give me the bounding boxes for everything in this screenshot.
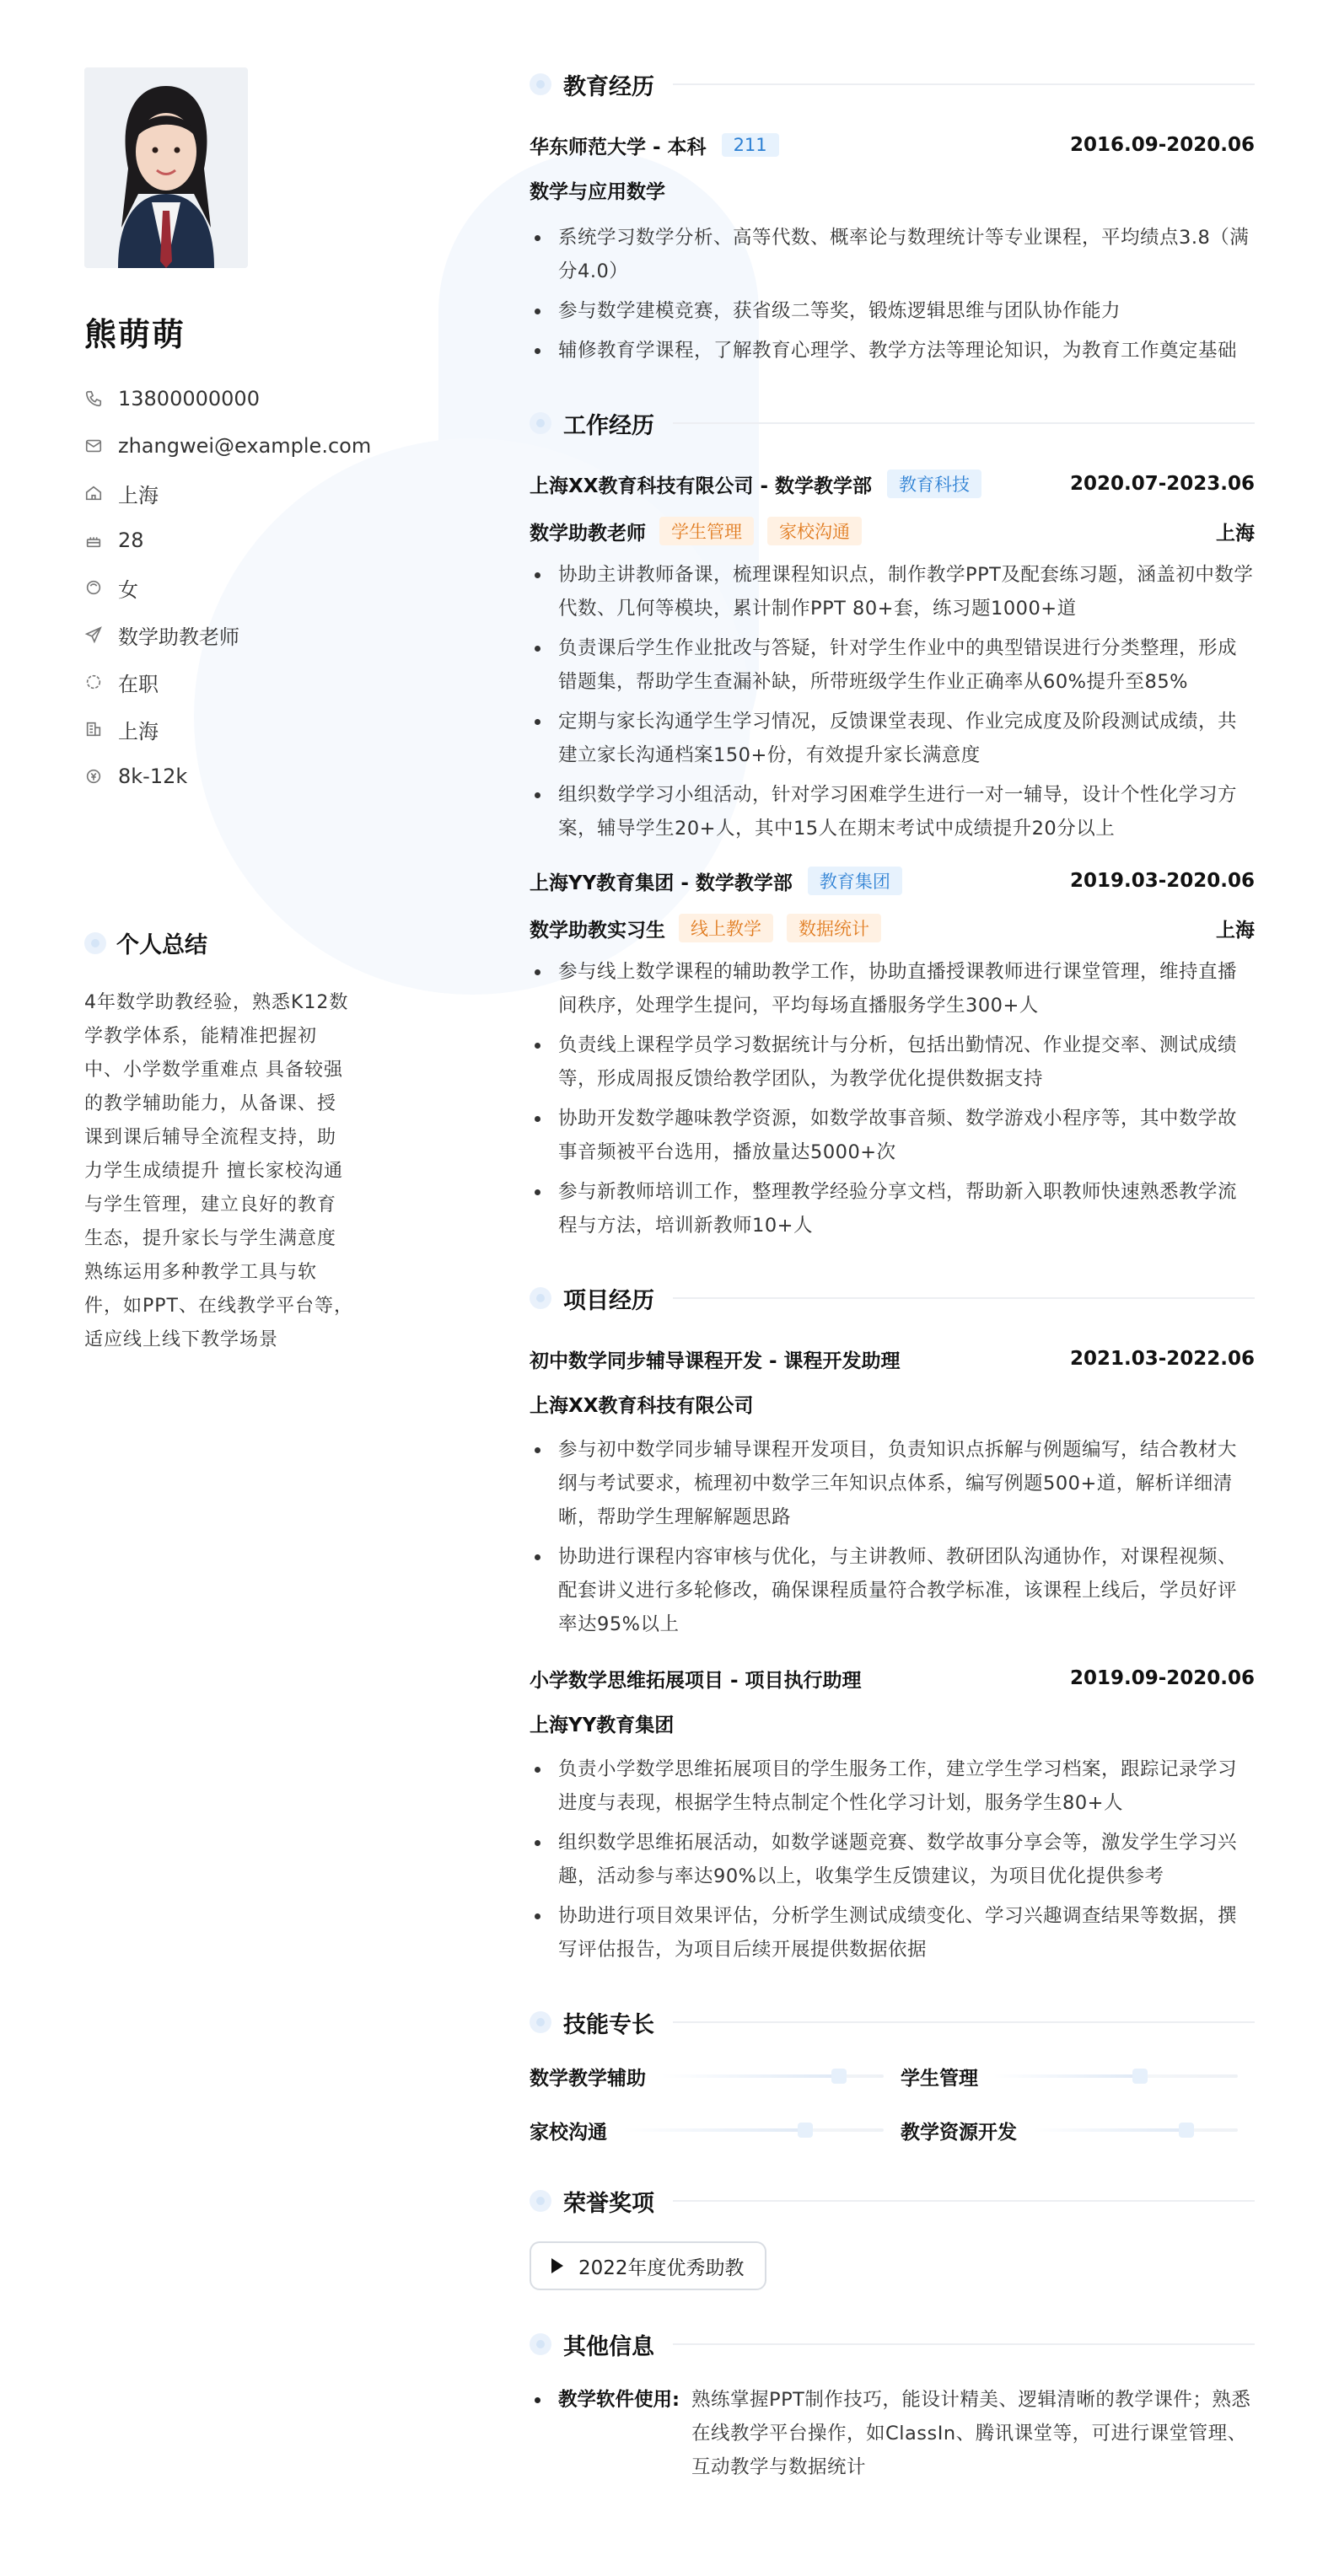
info-location: 上海 [84, 470, 363, 517]
project-name: 初中数学同步辅导课程开发 - 课程开发助理 [530, 1350, 901, 1372]
cake-icon [84, 531, 103, 550]
list-item: 参与新教师培训工作，整理教学经验分享文档，帮助新入职教师快速熟悉教学流程与方法，培训新教师10+人 [530, 1175, 1255, 1242]
skill-level-bar [661, 2074, 884, 2078]
list-item: 协助进行课程内容审核与优化，与主讲教师、教研团队沟通协作，对课程视频、配套讲义进行多轮修改，确保课程质量符合教学标准，该课程上线后，学员好评率达95%以上 [530, 1540, 1255, 1641]
section-dot-icon [530, 73, 551, 95]
section-divider [673, 1297, 1255, 1299]
candidate-name: 熊萌萌 [84, 316, 186, 353]
job-date: 2020.07-2023.06 [1069, 473, 1255, 495]
skill-name: 学生管理 [901, 2067, 978, 2090]
project-bullets [530, 1752, 1255, 1967]
project-org: 上海YY教育集团 [530, 1715, 675, 1736]
other-section [530, 2327, 1255, 2484]
summary-title: 个人总结 [116, 932, 207, 958]
mail-icon [84, 437, 103, 455]
industry-tag: 教育科技 [887, 470, 981, 498]
section-title: 其他信息 [563, 2333, 654, 2360]
section-divider [673, 2200, 1255, 2202]
school-name: 华东师范大学 - 本科 [530, 136, 707, 158]
salary-icon [84, 767, 103, 786]
info-email: zhangwei@example.com [84, 422, 363, 470]
send-icon [84, 625, 103, 644]
skills-grid [530, 2059, 1255, 2147]
info-status: 在职 [84, 658, 363, 706]
building-icon [84, 720, 103, 738]
projects-section [530, 1281, 1255, 1967]
project-name: 小学数学思维拓展项目 - 项目执行助理 [530, 1669, 862, 1692]
school-tag: 211 [722, 133, 779, 157]
section-dot-icon [530, 2333, 551, 2355]
status-icon [84, 673, 103, 691]
list-item: 负责小学数学思维拓展项目的学生服务工作，建立学生学习档案，跟踪记录学习进度与表现，根据学生特点制定个性化学习计划，服务学生80+人 [530, 1752, 1255, 1820]
list-item: 负责课后学生作业批改与答疑，针对学生作业中的典型错误进行分类整理，形成错题集，帮助学生查漏补缺，所带班级学生作业正确率从60%提升至85% [530, 631, 1255, 699]
project-org: 上海XX教育科技有限公司 [530, 1395, 754, 1417]
section-title: 荣誉奖项 [563, 2190, 654, 2217]
skill-name: 教学资源开发 [901, 2121, 1017, 2144]
list-item: 定期与家长沟通学生学习情况，反馈课堂表现、作业完成度及阶段测试成绩，共建立家长沟通档案150+份，有效提升家长满意度 [530, 705, 1255, 772]
section-title: 教育经历 [563, 73, 654, 100]
section-divider [673, 422, 1255, 424]
company-name: 上海YY教育集团 - 数学教学部 [530, 872, 793, 894]
list-item: 辅修教育学课程，了解教育心理学、教学方法等理论知识，为教育工作奠定基础 [530, 334, 1255, 368]
job-city: 上海 [1216, 919, 1255, 942]
job-bullets [530, 558, 1255, 845]
education-date: 2016.09-2020.06 [1069, 134, 1255, 156]
gender-icon [84, 578, 103, 597]
list-item: 组织数学思维拓展活动，如数学谜题竞赛、数学故事分享会等，激发学生学习兴趣，活动参与率达90%以上，收集学生反馈建议，为项目优化提供参考 [530, 1826, 1255, 1893]
section-divider [673, 2343, 1255, 2345]
contact-info-list [84, 375, 372, 800]
skill-level-bar [1032, 2128, 1238, 2132]
job-city: 上海 [1216, 522, 1255, 545]
section-dot-icon [530, 2011, 551, 2033]
list-item: 协助进行项目效果评估，分析学生测试成绩变化、学习兴趣调查结果等数据，撰写评估报告，为项目后续开展提供数据依据 [530, 1899, 1255, 1967]
play-icon [551, 2258, 563, 2273]
list-item: 参与线上数学课程的辅助教学工作，协助直播授课教师进行课堂管理，维持直播间秩序，处理学生提问，平均每场直播服务学生300+人 [530, 955, 1255, 1022]
section-divider [673, 83, 1255, 85]
skill-tag: 数据统计 [787, 914, 881, 942]
skill-level-bar [622, 2128, 884, 2132]
section-dot-icon [530, 2190, 551, 2212]
list-item: 参与数学建模竞赛，获省级二等奖，锻炼逻辑思维与团队协作能力 [530, 294, 1255, 328]
section-title: 技能专长 [563, 2011, 654, 2038]
skill-item [530, 2059, 901, 2093]
skill-tag: 家校沟通 [767, 517, 862, 545]
job-bullets [530, 955, 1255, 1242]
job-entry [530, 864, 1255, 1242]
other-text: 熟练掌握PPT制作技巧，能设计精美、逻辑清晰的教学课件；熟悉在线教学平台操作，如ClassIn、腾讯课堂等，可进行课堂管理、互动教学与数据统计 [691, 2389, 1251, 2478]
skill-item [901, 2113, 1255, 2147]
skill-item [901, 2059, 1255, 2093]
job-position: 数学助教老师 [530, 522, 646, 545]
home-icon [84, 484, 103, 502]
other-item [530, 2383, 1255, 2484]
list-item: 协助开发数学趣味教学资源，如数学故事音频、数学游戏小程序等，其中数学故事音频被平台选用，播放量达5000+次 [530, 1102, 1255, 1169]
list-item: 负责线上课程学员学习数据统计与分析，包括出勤情况、作业提交率、测试成绩等，形成周报反馈给教学团队，为教学优化提供数据支持 [530, 1028, 1255, 1096]
list-item: 组织数学学习小组活动，针对学习困难学生进行一对一辅导，设计个性化学习方案，辅导学生20+人，其中15人在期末考试中成绩提升20分以上 [530, 778, 1255, 845]
skill-tag: 学生管理 [659, 517, 754, 545]
project-date: 2021.03-2022.06 [1069, 1348, 1255, 1370]
work-section [530, 406, 1255, 1242]
skill-tag: 线上教学 [679, 914, 773, 942]
profile-photo [84, 67, 248, 268]
section-dot-icon [530, 412, 551, 434]
section-title: 项目经历 [563, 1287, 654, 1314]
other-label: 教学软件使用: [558, 2389, 680, 2411]
skills-section [530, 2005, 1255, 2147]
project-date: 2019.09-2020.06 [1069, 1667, 1255, 1689]
company-name: 上海XX教育科技有限公司 - 数学教学部 [530, 475, 873, 497]
industry-tag: 教育集团 [808, 867, 902, 895]
main-content [530, 67, 1255, 2484]
summary-section [84, 926, 363, 1357]
sidebar [84, 67, 372, 1357]
project-entry [530, 1342, 1255, 1641]
list-item: 系统学习数学分析、高等代数、概率论与数理统计等专业课程，平均绩点3.8（满分4.0） [530, 221, 1255, 288]
job-entry [530, 467, 1255, 845]
award-label: 2022年度优秀助教 [578, 2257, 745, 2279]
project-bullets [530, 1433, 1255, 1641]
skill-name: 家校沟通 [530, 2121, 607, 2144]
award-item[interactable] [530, 2241, 766, 2290]
info-position: 数学助教老师 [84, 611, 363, 658]
info-age: 28 [84, 517, 363, 564]
skill-item [530, 2113, 901, 2147]
summary-text: 4年数学助教经验，熟悉K12数学教学体系，能精准把握初中、小学数学重难点 具备较强的教学辅助能力，从备课、授课到课后辅导全流程支持，助力学生成绩提升 擅长家校沟通与学生管理，建立良好的教育生态，提升家长与学生满意度 熟练运用多种教学工具与软件，如PPT、在线教学平台等，适应线上线下教学场景 [84, 992, 353, 1350]
education-section [530, 67, 1255, 368]
section-dot-icon [84, 932, 106, 954]
major: 数学与应用数学 [530, 181, 665, 203]
skill-name: 数学教学辅助 [530, 2067, 646, 2090]
job-date: 2019.03-2020.06 [1069, 870, 1255, 892]
info-phone: 13800000000 [84, 375, 363, 422]
skill-level-bar [993, 2074, 1238, 2078]
list-item: 参与初中数学同步辅导课程开发项目，负责知识点拆解与例题编写，结合教材大纲与考试要求，梳理初中数学三年知识点体系，编写例题500+道，解析详细清晰，帮助学生理解解题思路 [530, 1433, 1255, 1534]
phone-icon [84, 389, 103, 408]
section-divider [673, 2021, 1255, 2023]
section-title: 工作经历 [563, 412, 654, 439]
section-dot-icon [530, 1287, 551, 1309]
info-gender: 女 [84, 564, 363, 611]
info-salary: 8k-12k [84, 753, 363, 800]
project-entry [530, 1661, 1255, 1967]
list-item: 协助主讲教师备课，梳理课程知识点，制作教学PPT及配套练习题，涵盖初中数学代数、几何等模块，累计制作PPT 80+套，练习题1000+道 [530, 558, 1255, 625]
awards-section [530, 2184, 1255, 2290]
job-position: 数学助教实习生 [530, 919, 665, 942]
education-bullets [530, 221, 1255, 368]
info-work-city: 上海 [84, 706, 363, 753]
